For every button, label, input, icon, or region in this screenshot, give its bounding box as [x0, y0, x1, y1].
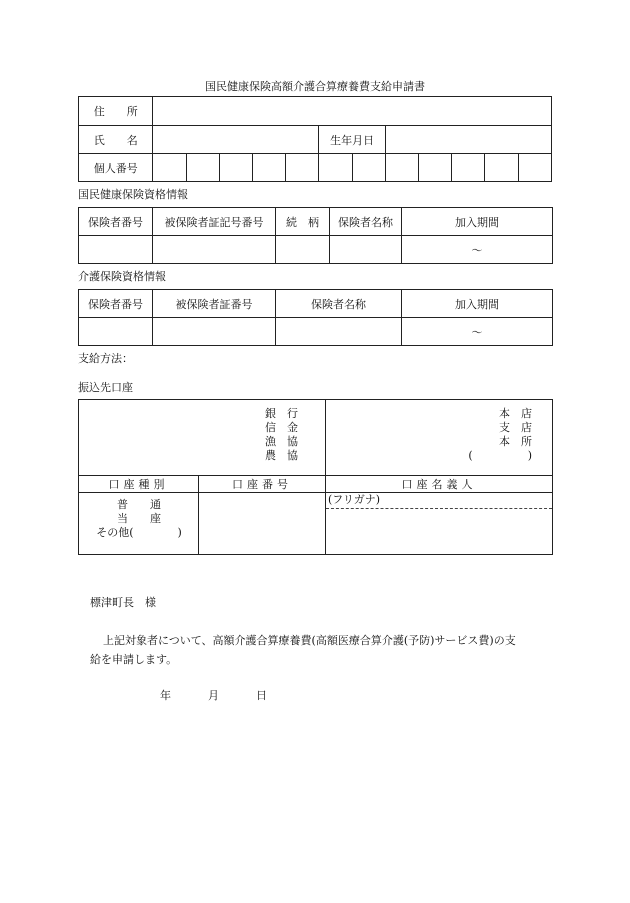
addressee: 標津町長 様 [90, 596, 156, 609]
date-day-label: 日 [256, 689, 267, 702]
bank-table [78, 399, 553, 555]
ltc-card-number-field[interactable] [153, 318, 276, 346]
date-year-label: 年 [160, 689, 171, 702]
name-label: 氏 名 [79, 126, 153, 154]
nhi-header-relationship: 続 柄 [276, 208, 330, 236]
branch-type-other: ( ) [468, 449, 532, 462]
account-type-ordinary[interactable]: 普 通 [117, 498, 161, 511]
dob-field[interactable] [385, 126, 551, 154]
account-holder-header: 口座名義人 [326, 476, 553, 493]
branch-name-field[interactable] [326, 400, 553, 476]
account-type-other[interactable]: その他( ) [96, 526, 182, 539]
individual-number-digit[interactable] [352, 154, 385, 182]
ltc-header-insurer-number: 保険者番号 [79, 290, 153, 318]
nhi-insurer-name-field[interactable] [330, 236, 402, 264]
institution-type-nokyo: 農 協 [265, 449, 298, 462]
ltc-header-insurer-name: 保険者名称 [276, 290, 402, 318]
name-field[interactable] [153, 126, 319, 154]
declaration-line-1: 上記対象者について、高額介護合算療養費(高額医療合算介護(予防)サービス費)の支 [103, 634, 516, 647]
bank-heading: 振込先口座 [78, 381, 133, 394]
institution-type-shinkin: 信 金 [265, 421, 298, 434]
nhi-header-card-number: 被保険者証記号番号 [153, 208, 276, 236]
ltc-insurer-name-field[interactable] [276, 318, 402, 346]
ltc-period-field[interactable] [402, 318, 553, 346]
nhi-header-insurer-number: 保険者番号 [79, 208, 153, 236]
individual-number-digit[interactable] [485, 154, 518, 182]
nhi-card-number-field[interactable] [153, 236, 276, 264]
institution-type-bank: 銀 行 [265, 407, 298, 420]
ltc-table [78, 289, 553, 346]
period-separator: ～ [471, 325, 483, 339]
address-label: 住 所 [79, 97, 153, 126]
ltc-insurer-number-field[interactable] [79, 318, 153, 346]
furigana-label: (フリガナ) [326, 493, 552, 509]
address-field[interactable] [153, 97, 552, 126]
branch-type-main: 本 店 [499, 407, 532, 420]
account-number-field[interactable] [199, 493, 326, 555]
individual-number-digit[interactable] [186, 154, 219, 182]
payment-method-label: 支給方法： [78, 352, 133, 365]
nhi-header-period: 加入期間 [402, 208, 553, 236]
ltc-header-period: 加入期間 [402, 290, 553, 318]
nhi-insurer-number-field[interactable] [79, 236, 153, 264]
individual-number-label: 個人番号 [79, 154, 153, 182]
ltc-header-card-number: 被保険者証番号 [153, 290, 276, 318]
account-type-current[interactable]: 当 座 [117, 512, 161, 525]
individual-number-digit[interactable] [518, 154, 551, 182]
individual-number-digit[interactable] [219, 154, 252, 182]
account-holder-field[interactable] [326, 493, 553, 555]
individual-number-digit[interactable] [153, 154, 186, 182]
account-type-header: 口座種別 [79, 476, 199, 493]
branch-type-branch: 支 店 [499, 421, 532, 434]
nhi-table [78, 207, 553, 264]
declaration-line-2: 給を申請します。 [90, 653, 178, 666]
applicant-table [78, 96, 552, 182]
institution-type-gyokyo: 漁 協 [265, 435, 298, 448]
individual-number-digit[interactable] [385, 154, 418, 182]
individual-number-digit[interactable] [419, 154, 452, 182]
individual-number-digit[interactable] [253, 154, 286, 182]
nhi-period-field[interactable] [402, 236, 553, 264]
individual-number-digit[interactable] [286, 154, 319, 182]
nhi-heading: 国民健康保険資格情報 [78, 188, 188, 201]
account-number-header: 口座番号 [199, 476, 326, 493]
bank-name-field[interactable] [79, 400, 326, 476]
dob-label: 生年月日 [319, 126, 385, 154]
ltc-heading: 介護保険資格情報 [78, 270, 166, 283]
form-title: 国民健康保険高額介護合算療養費支給申請書 [205, 80, 425, 93]
nhi-header-insurer-name: 保険者名称 [330, 208, 402, 236]
individual-number-digit[interactable] [452, 154, 485, 182]
account-type-field[interactable] [79, 493, 199, 555]
nhi-relationship-field[interactable] [276, 236, 330, 264]
period-separator: ～ [471, 243, 483, 257]
branch-type-honsho: 本 所 [499, 435, 532, 448]
individual-number-digit[interactable] [319, 154, 352, 182]
date-month-label: 月 [208, 689, 219, 702]
